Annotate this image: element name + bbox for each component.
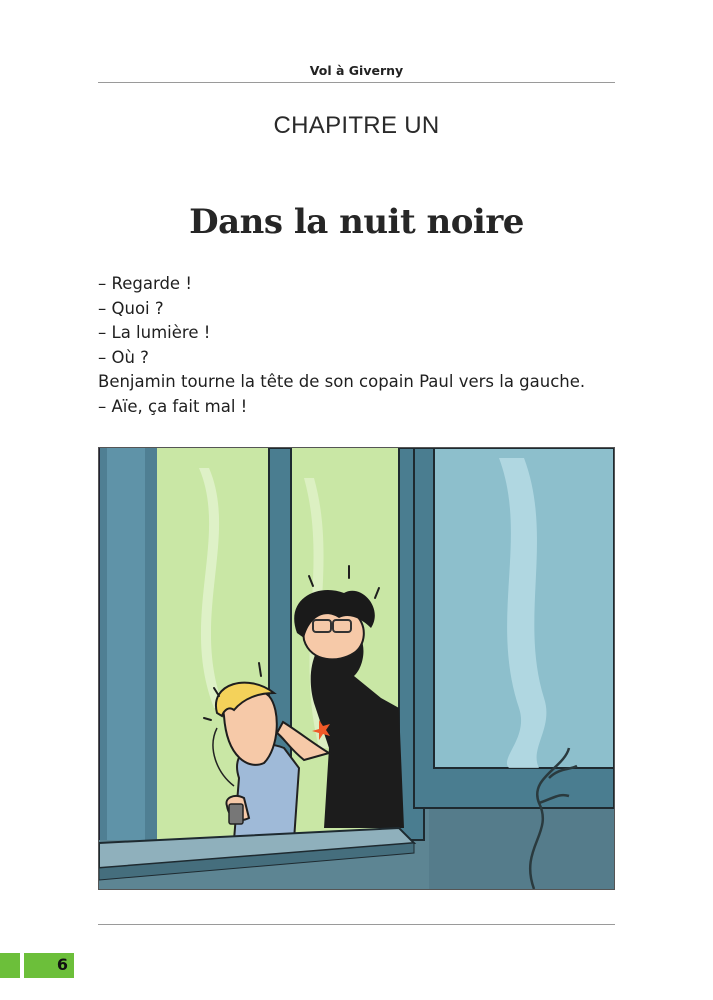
dialogue-line: – La lumière ! xyxy=(98,323,211,343)
body-text xyxy=(98,272,628,420)
footer-rule xyxy=(98,924,615,925)
narration-line: Benjamin tourne la tête de son copain Paul vers la gauche. xyxy=(98,372,586,392)
dialogue-line: – Quoi ? xyxy=(98,298,164,318)
dialogue-line: – Aïe, ça fait mal ! xyxy=(98,396,248,416)
running-head-book-title: Vol à Giverny xyxy=(309,63,404,78)
chapter-label: CHAPITRE UN xyxy=(273,112,440,139)
dialogue-line: – Regarde ! xyxy=(98,274,192,293)
chapter-title: Dans la nuit noire xyxy=(189,202,524,242)
header-rule xyxy=(98,82,615,83)
page-number-box xyxy=(24,953,74,978)
comic-illustration xyxy=(98,447,615,890)
page-tab-accent xyxy=(0,953,20,978)
page-number: 6 xyxy=(56,955,68,974)
dialogue-line: – Où ? xyxy=(98,347,149,367)
